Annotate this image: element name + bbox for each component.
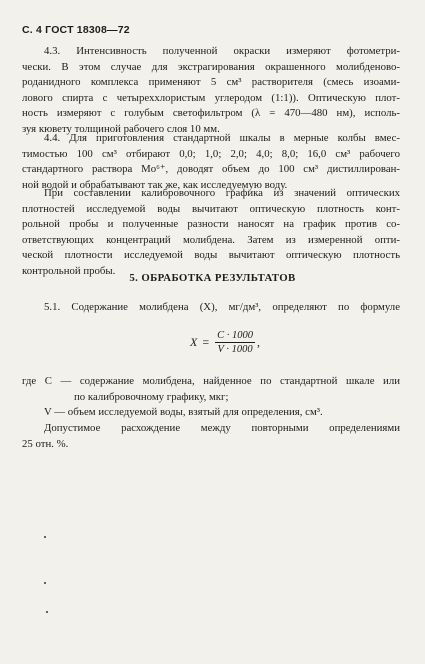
paragraph-5-1	[22, 300, 400, 316]
formula-denominator: V · 1000	[217, 344, 253, 355]
scan-speck	[44, 536, 46, 538]
text-line: роданидного комплекса применяют 5 см³ растворителя (смесь изоами-	[22, 76, 400, 89]
text-line: 4.3. Интенсивность полученной окраски измеряют фотометри-	[44, 45, 400, 57]
formula-comma: ,	[257, 335, 261, 349]
text-line: стандартного раствора Mo⁶⁺, доводят объем до 100 см³ дистиллирован-	[22, 163, 400, 176]
paragraph-4-4	[22, 131, 400, 193]
paragraph-4-3	[22, 44, 400, 138]
text-line: 25 отн. %.	[22, 437, 69, 450]
paragraph-where	[22, 374, 400, 421]
formula	[190, 330, 260, 355]
text-line: Допустимое расхождение между повторными определениями	[44, 422, 400, 434]
text-line: 5.1. Содержание молибдена (X), мг/дм³, определяют по формуле	[44, 301, 400, 313]
text-line: V — объем исследуемой воды, взятый для определения, см³.	[44, 406, 323, 419]
formula-fraction	[215, 330, 255, 355]
scan-speck	[44, 582, 46, 584]
section-title: 5. ОБРАБОТКА РЕЗУЛЬТАТОВ	[129, 272, 296, 284]
text-line: ность измеряют с голубым светофильтром (λ = 470—480 нм), исполь-	[22, 107, 400, 120]
text-line: где C — содержание молибдена, найденное по стандартной шкале или	[22, 375, 400, 387]
text-line: чески. В этом случае для экстрагирования окрашенного молибденово-	[22, 60, 400, 73]
text-line: тимостью 100 см³ отбирают 0,0; 1,0; 2,0; 4,0; 8,0; 16,0 см³ рабочего	[22, 147, 400, 160]
paragraph-calibration	[22, 186, 400, 280]
text-line: рольной пробы и полученные разности наносят на график против со-	[22, 218, 400, 231]
text-line: по калибровочному графику, мкг;	[74, 390, 229, 403]
text-line: При составлении калибровочного графика из значений оптических	[44, 187, 400, 199]
text-line: лового спирта с четыреххлористым углеродом (1:1)). Оптическую плот-	[22, 91, 400, 104]
text-line: 4.4. Для приготовления стандартной шкалы в мерные колбы вмес-	[44, 132, 400, 144]
page-header: С. 4 ГОСТ 18308—72	[22, 24, 130, 36]
scan-speck	[46, 611, 48, 613]
text-line: ответствующих концентраций молибдена. Затем из измеренной опти-	[22, 233, 400, 246]
text-line: контрольной пробы.	[22, 264, 116, 277]
text-line: ческой плотности исследуемой воды вычитают оптическую плотность	[22, 249, 400, 262]
formula-lhs: X	[190, 335, 198, 349]
paragraph-tolerance	[22, 421, 400, 452]
formula-equals: =	[202, 335, 210, 349]
formula-numerator: C · 1000	[217, 330, 254, 341]
text-line: зуя кювету толщиной рабочего слоя 10 мм.	[22, 122, 220, 135]
text-line: плотностей исследуемой воды вычитают оптическую плотность конт-	[22, 202, 400, 215]
text-line: ной водой и обрабатывают так же, как исследуемую воду.	[22, 178, 288, 191]
